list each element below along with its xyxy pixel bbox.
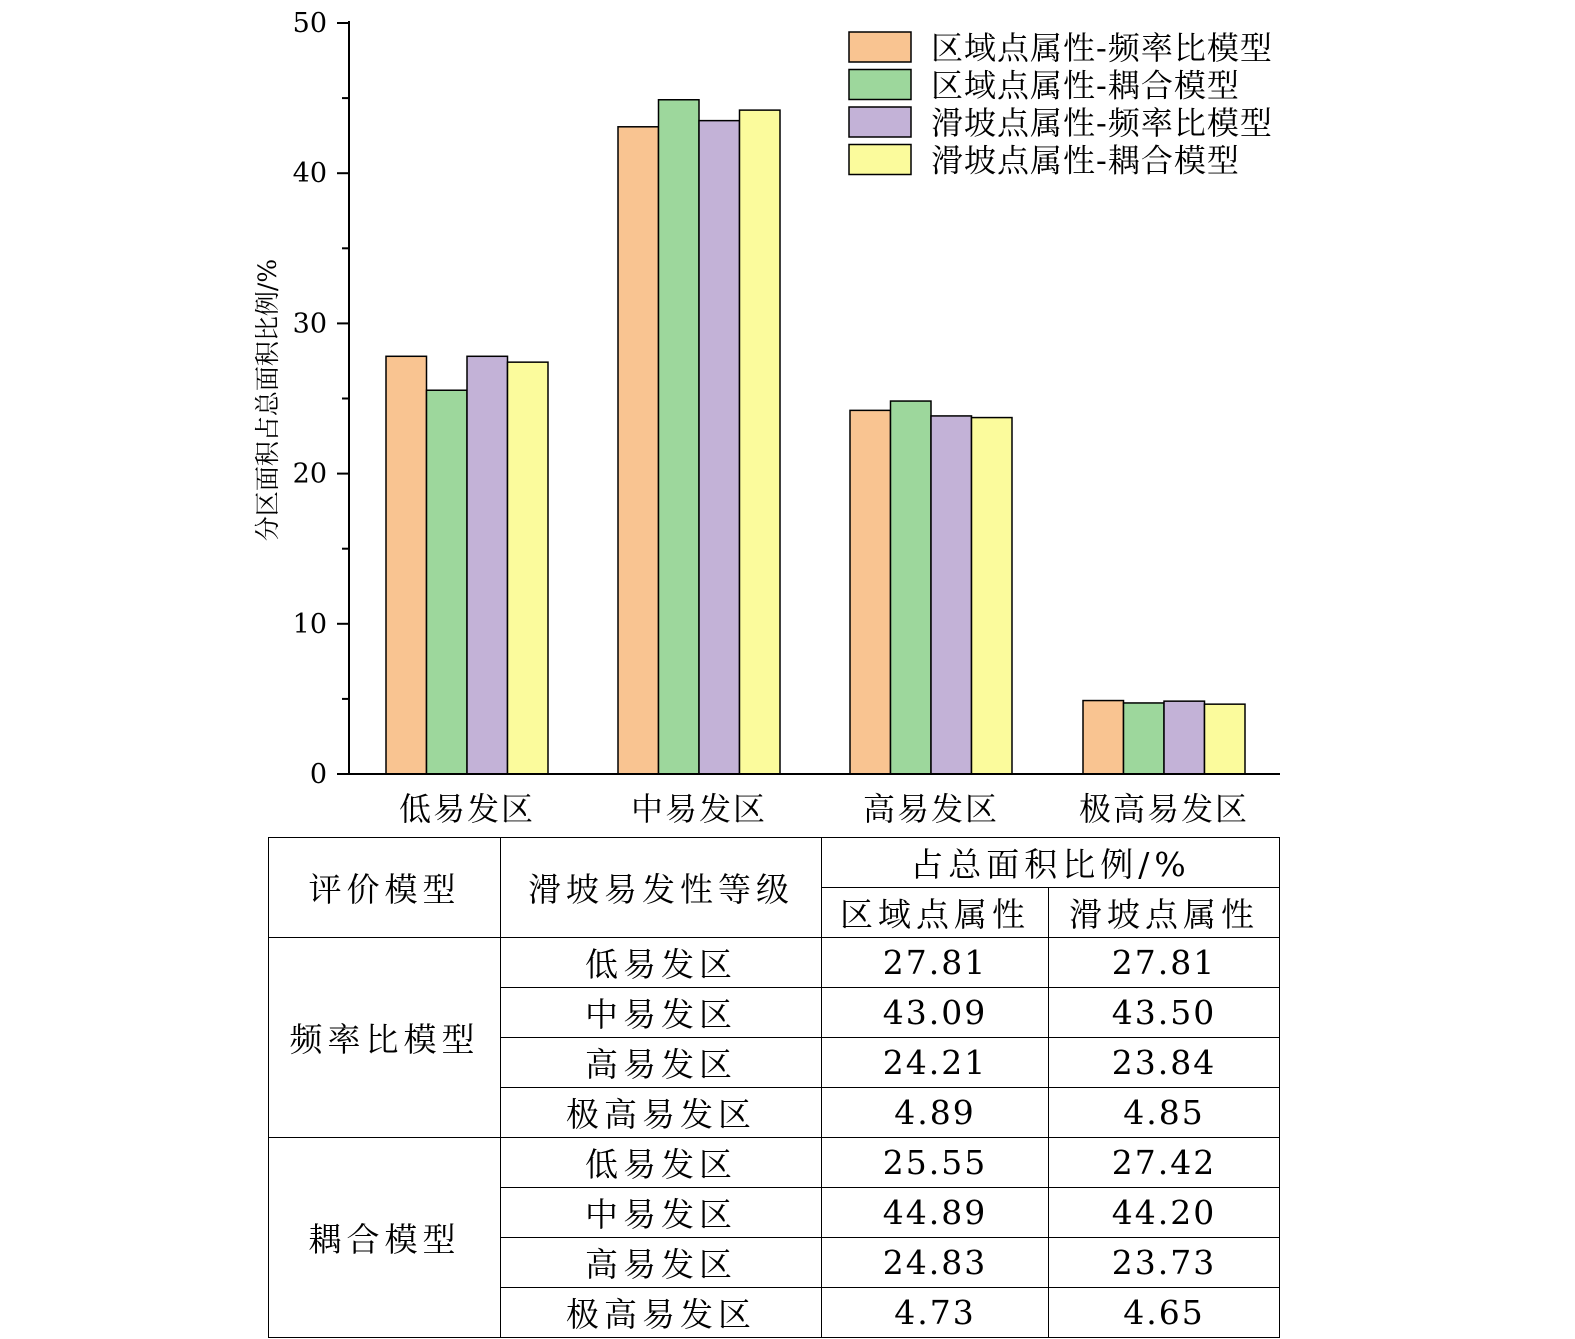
bar — [891, 401, 932, 774]
region-value: 24.83 — [822, 1238, 1049, 1288]
landslide-value: 27.81 — [1049, 938, 1280, 988]
x-tick-label: 低易发区 — [398, 790, 536, 828]
header-level: 滑坡易发性等级 — [501, 838, 822, 938]
y-tick-label: 30 — [292, 308, 327, 340]
level-cell: 中易发区 — [501, 1188, 822, 1238]
landslide-value: 23.84 — [1049, 1038, 1280, 1088]
header-model: 评价模型 — [269, 838, 501, 938]
x-tick-label: 高易发区 — [862, 790, 1000, 828]
region-value: 4.89 — [822, 1088, 1049, 1138]
y-tick-label: 50 — [292, 8, 327, 39]
bar — [699, 121, 740, 774]
bar — [1164, 701, 1205, 774]
bar — [386, 356, 427, 774]
bar — [1205, 704, 1246, 774]
bar — [740, 110, 781, 774]
legend-swatch — [849, 32, 911, 62]
legend-label: 区域点属性-频率比模型 — [931, 29, 1273, 67]
bar — [972, 418, 1013, 774]
group-model: 耦合模型 — [269, 1138, 501, 1338]
level-cell: 低易发区 — [501, 1138, 822, 1188]
level-cell: 极高易发区 — [501, 1288, 822, 1338]
bar — [850, 410, 891, 774]
region-value: 25.55 — [822, 1138, 1049, 1188]
header-ratio: 占总面积比例/% — [822, 838, 1280, 888]
bar — [931, 416, 972, 774]
y-tick-label: 10 — [292, 608, 327, 640]
bar — [467, 356, 508, 774]
x-tick-label: 中易发区 — [630, 790, 768, 828]
landslide-value: 43.50 — [1049, 988, 1280, 1038]
landslide-value: 4.65 — [1049, 1288, 1280, 1338]
legend-swatch — [849, 70, 911, 100]
level-cell: 高易发区 — [501, 1038, 822, 1088]
level-cell: 中易发区 — [501, 988, 822, 1038]
legend-label: 滑坡点属性-耦合模型 — [931, 141, 1240, 180]
y-tick-label: 0 — [309, 759, 327, 790]
table-row — [269, 938, 1280, 988]
bar — [427, 390, 468, 774]
bar — [659, 100, 700, 774]
region-value: 27.81 — [822, 938, 1049, 988]
y-tick-label: 40 — [292, 158, 327, 190]
level-cell: 低易发区 — [501, 938, 822, 988]
region-value: 4.73 — [822, 1288, 1049, 1338]
landslide-value: 44.20 — [1049, 1188, 1280, 1238]
legend-label: 区域点属性-耦合模型 — [931, 66, 1240, 105]
bar — [1083, 701, 1124, 774]
y-axis-label: 分区面积占总面积比例/% — [253, 258, 282, 542]
landslide-value: 4.85 — [1049, 1088, 1280, 1138]
header-region: 区域点属性 — [822, 888, 1049, 938]
y-tick-label: 20 — [292, 458, 327, 490]
bar — [508, 362, 549, 774]
legend-swatch — [849, 145, 911, 175]
table-row — [269, 1138, 1280, 1188]
landslide-value: 27.42 — [1049, 1138, 1280, 1188]
landslide-value: 23.73 — [1049, 1238, 1280, 1288]
data-table — [268, 837, 1280, 1338]
bar — [618, 127, 659, 774]
header-landslide: 滑坡点属性 — [1049, 888, 1280, 938]
legend-swatch — [849, 107, 911, 137]
region-value: 24.21 — [822, 1038, 1049, 1088]
bar — [1124, 703, 1165, 774]
level-cell: 高易发区 — [501, 1238, 822, 1288]
group-model: 频率比模型 — [269, 938, 501, 1138]
level-cell: 极高易发区 — [501, 1088, 822, 1138]
legend-label: 滑坡点属性-频率比模型 — [931, 104, 1273, 142]
region-value: 43.09 — [822, 988, 1049, 1038]
x-tick-label: 极高易发区 — [1078, 790, 1250, 828]
region-value: 44.89 — [822, 1188, 1049, 1238]
